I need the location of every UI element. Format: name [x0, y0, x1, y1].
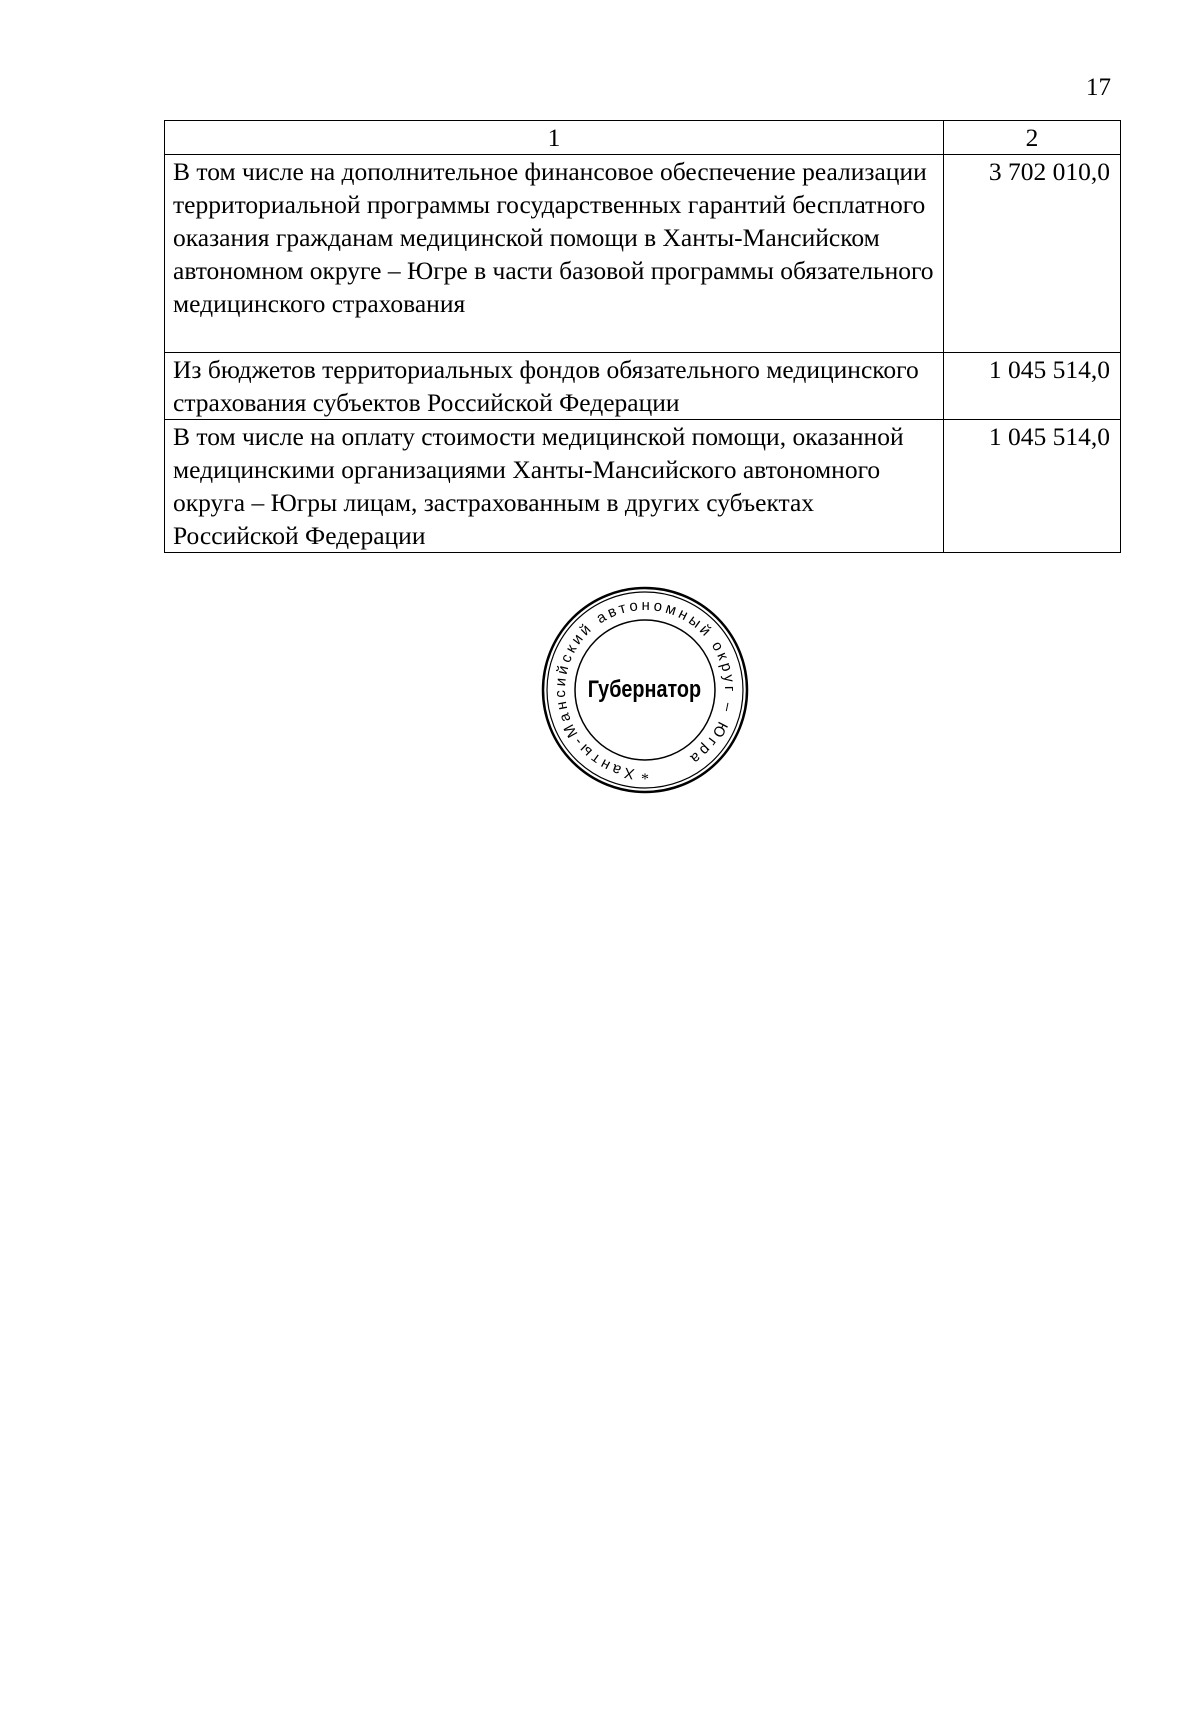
stamp-ring-text: Ханты-Мансийский автономный округ – Югра: [551, 596, 739, 783]
table-row: [165, 155, 1121, 353]
row-label: Из бюджетов территориальных фондов обязательного медицинского страхования субъектов Российской Федерации: [165, 353, 944, 420]
row-label: В том числе на оплату стоимости медицинской помощи, оказанной медицинскими организациями Ханты-Мансийского автономного округа – Югры лицам, застрахованным в других субъектах Российской Федерации: [165, 420, 944, 553]
stamp-center-text: Губернатор: [587, 675, 702, 703]
row-value: 1 045 514,0: [944, 420, 1121, 553]
row-label: В том числе на дополнительное финансовое обеспечение реализации территориальной программы государственных гарантий бесплатного оказания гражданам медицинской помощи в Ханты-Мансийском автономном округе – Югре в части базовой программы обязательного медицинского страхования: [165, 155, 944, 353]
budget-table: [164, 120, 1121, 553]
column-header-1: 1: [165, 121, 944, 155]
column-header-2: 2: [944, 121, 1121, 155]
table-row: [165, 420, 1121, 553]
row-value: 3 702 010,0: [944, 155, 1121, 353]
page-number: 17: [1086, 74, 1111, 101]
row-value: 1 045 514,0: [944, 353, 1121, 420]
table-row: [165, 353, 1121, 420]
governor-seal-stamp: [540, 585, 750, 795]
stamp-star-icon: *: [641, 771, 649, 788]
table-header-row: [165, 121, 1121, 155]
